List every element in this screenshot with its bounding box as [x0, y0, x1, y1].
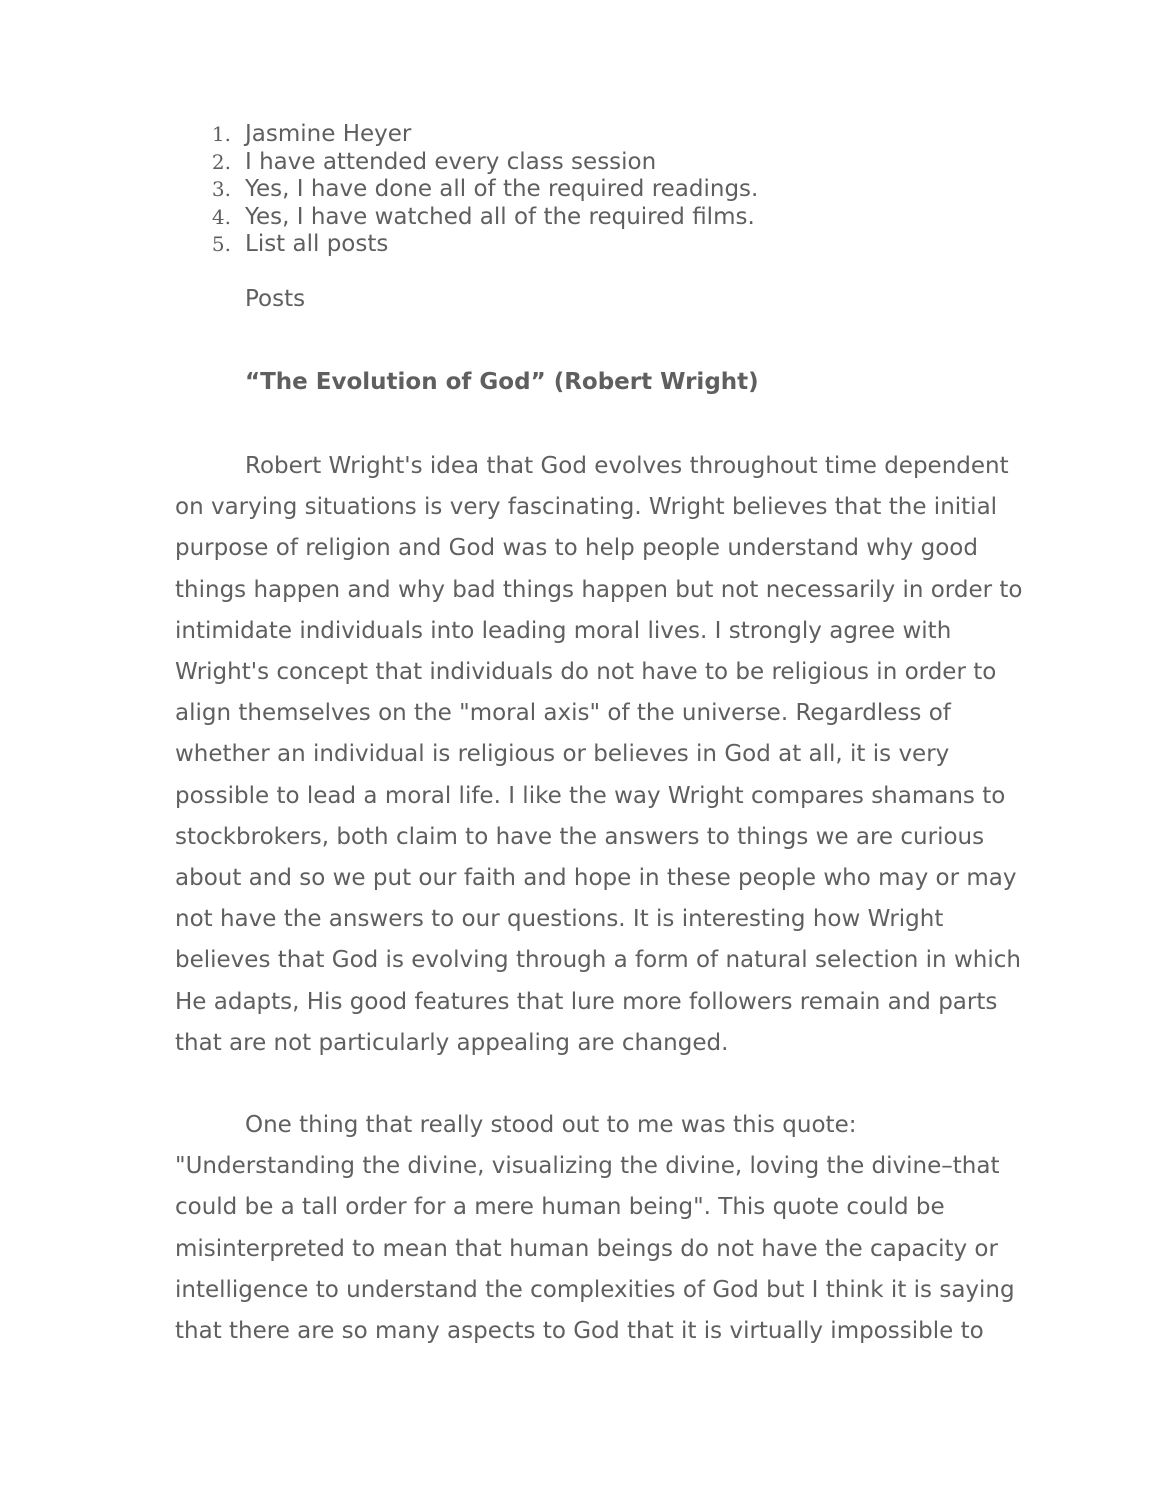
paragraph-line: that are not particularly appealing are changed.	[175, 1029, 729, 1056]
list-number: 5.	[211, 232, 231, 256]
paragraph-line: about and so we put our faith and hope in these people who may or may	[175, 865, 1017, 892]
paragraph-line: One thing that really stood out to me was this quote:	[245, 1112, 857, 1138]
list-item-text: Jasmine Heyer	[245, 121, 412, 147]
paragraph-line: intelligence to understand the complexities of God but I think it is saying	[175, 1276, 1015, 1303]
answer-list	[175, 121, 1035, 259]
list-item-text: I have attended every class session	[245, 148, 657, 175]
list-number: 2.	[211, 149, 231, 174]
paragraph-line: believes that God is evolving through a form of natural selection in which	[175, 947, 1021, 974]
paragraph-line: misinterpreted to mean that human beings do not have the capacity or	[175, 1235, 998, 1262]
paragraph-line: possible to lead a moral life. I like the way Wright compares shamans to	[175, 782, 1006, 809]
paragraph-line: stockbrokers, both claim to have the answers to things we are curious	[175, 823, 985, 850]
paragraph-line: purpose of religion and God was to help people understand why good	[175, 535, 978, 562]
list-item	[175, 149, 1035, 177]
list-item	[175, 204, 1035, 232]
paragraph-line: could be a tall order for a mere human being". This quote could be	[175, 1194, 945, 1221]
list-number: 1.	[211, 122, 231, 146]
paragraph-line: He adapts, His good features that lure more followers remain and parts	[175, 988, 998, 1015]
paragraph-line: not have the answers to our questions. It is interesting how Wright	[175, 906, 944, 933]
posts-label: Posts	[245, 286, 306, 312]
list-item-text: Yes, I have watched all of the required films.	[245, 203, 755, 230]
list-number: 3.	[211, 177, 231, 201]
paragraph-line: whether an individual is religious or believes in God at all, it is very	[175, 741, 950, 768]
list-item	[175, 176, 1035, 204]
paragraph-line: that there are so many aspects to God that it is virtually impossible to	[175, 1318, 984, 1345]
paragraph-line: Robert Wright's idea that God evolves throughout time dependent	[245, 453, 1009, 479]
list-item	[175, 121, 1035, 149]
paragraph-line: things happen and why bad things happen but not necessarily in order to	[175, 576, 1023, 603]
paragraph-2	[175, 1105, 1035, 1352]
list-item-text: List all posts	[245, 231, 389, 257]
paragraph-line: on varying situations is very fascinating. Wright believes that the initial	[175, 494, 998, 521]
paragraph-line: align themselves on the "moral axis" of the universe. Regardless of	[175, 700, 951, 727]
paragraph-line: Wright's concept that individuals do not have to be religious in order to	[175, 659, 997, 686]
paragraph-1	[175, 446, 1035, 1064]
list-number: 4.	[211, 204, 231, 229]
list-item	[175, 231, 1035, 259]
paragraph-line: intimidate individuals into leading moral lives. I strongly agree with	[175, 617, 952, 644]
post-title: “The Evolution of God” (Robert Wright)	[245, 369, 759, 395]
paragraph-line: "Understanding the divine, visualizing the divine, loving the divine–that	[175, 1153, 1000, 1180]
list-item-text: Yes, I have done all of the required readings.	[245, 176, 759, 202]
